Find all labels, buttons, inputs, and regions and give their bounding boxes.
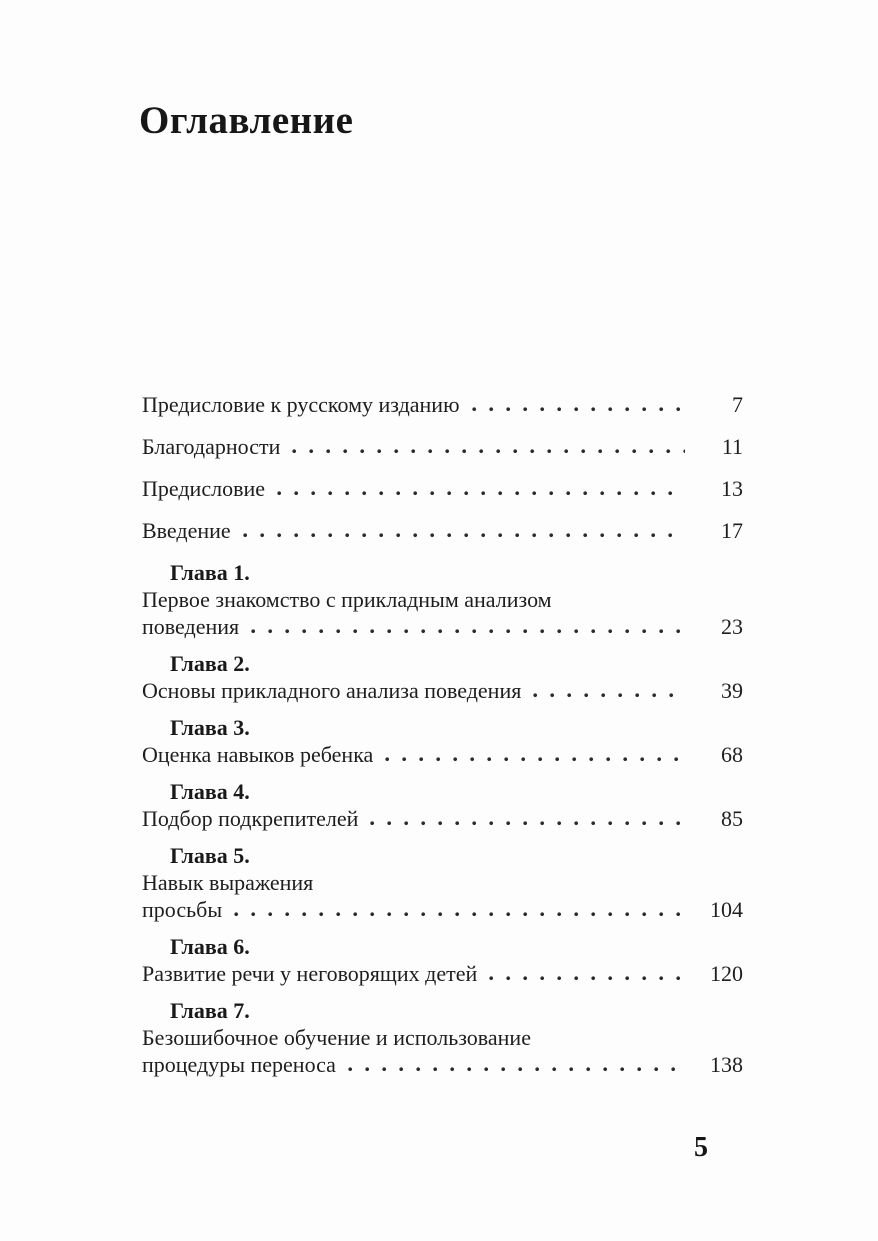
toc-chapter-heading: Глава 5. <box>170 843 250 868</box>
toc-entry-page: 85 <box>721 806 743 831</box>
toc-chapter-line: Навык выражения <box>142 870 314 895</box>
toc-entry-label: Предисловие <box>142 476 265 501</box>
toc-chapter-line: Безошибочное обучение и использование <box>142 1025 531 1050</box>
toc-entry-page: 39 <box>721 678 743 703</box>
toc-entry <box>142 896 743 923</box>
toc-entry <box>142 433 743 460</box>
page-number: 5 <box>694 1132 708 1163</box>
toc-entry-label: Оценка навыков ребенка <box>142 742 374 767</box>
toc-entry-page: 68 <box>721 742 743 767</box>
toc-entry-label: поведения <box>142 614 240 639</box>
toc-entry <box>142 475 743 502</box>
dot-leader <box>251 628 685 634</box>
toc-chapter <box>142 559 743 640</box>
dot-leader <box>234 911 685 917</box>
toc-entry-page: 13 <box>721 476 743 501</box>
toc-entry-page: 104 <box>710 897 743 922</box>
toc-entry-label: Введение <box>142 518 231 543</box>
dot-leader <box>370 820 685 826</box>
table-of-contents <box>142 391 743 1078</box>
toc-entry-page: 17 <box>721 518 743 543</box>
toc-entry <box>142 1051 743 1078</box>
toc-entry-label: Предисловие к русскому изданию <box>142 392 460 417</box>
toc-chapter-heading: Глава 4. <box>170 779 250 804</box>
dot-leader <box>533 692 685 698</box>
toc-entry <box>142 805 743 832</box>
toc-chapter <box>142 997 743 1078</box>
toc-entry-page: 138 <box>710 1052 743 1077</box>
toc-chapter <box>142 842 743 923</box>
dot-leader <box>243 532 685 538</box>
toc-entry-label: Благодарности <box>142 434 281 459</box>
toc-chapter-heading: Глава 7. <box>170 998 250 1023</box>
toc-entry <box>142 391 743 418</box>
toc-chapter <box>142 778 743 832</box>
dot-leader <box>385 756 685 762</box>
toc-chapter <box>142 714 743 768</box>
toc-chapter-heading: Глава 3. <box>170 715 250 740</box>
dot-leader <box>277 490 685 496</box>
page-title: Оглавление <box>139 99 354 142</box>
toc-entry <box>142 613 743 640</box>
toc-entry-label: Подбор подкрепителей <box>142 806 359 831</box>
toc-entry-page: 120 <box>710 961 743 986</box>
toc-entry-page: 23 <box>721 614 743 639</box>
dot-leader <box>489 975 685 981</box>
toc-entry <box>142 677 743 704</box>
toc-chapter <box>142 650 743 704</box>
toc-entry-label: Основы прикладного анализа поведения <box>142 678 522 703</box>
dot-leader <box>348 1066 685 1072</box>
toc-entry <box>142 741 743 768</box>
dot-leader <box>292 448 685 454</box>
toc-chapter-heading: Глава 2. <box>170 651 250 676</box>
toc-entry-label: Развитие речи у неговорящих детей <box>142 961 478 986</box>
toc-entry <box>142 517 743 544</box>
toc-entry-page: 11 <box>721 434 743 459</box>
toc-entry-page: 7 <box>732 392 743 417</box>
dot-leader <box>472 406 685 412</box>
toc-entry <box>142 960 743 987</box>
toc-chapter-line: Первое знакомство с прикладным анализом <box>142 587 552 612</box>
toc-chapter-heading: Глава 1. <box>170 560 250 585</box>
toc-chapter-heading: Глава 6. <box>170 934 250 959</box>
toc-chapter <box>142 933 743 987</box>
toc-entry-label: процедуры переноса <box>142 1052 336 1077</box>
toc-entry-label: просьбы <box>142 897 223 922</box>
